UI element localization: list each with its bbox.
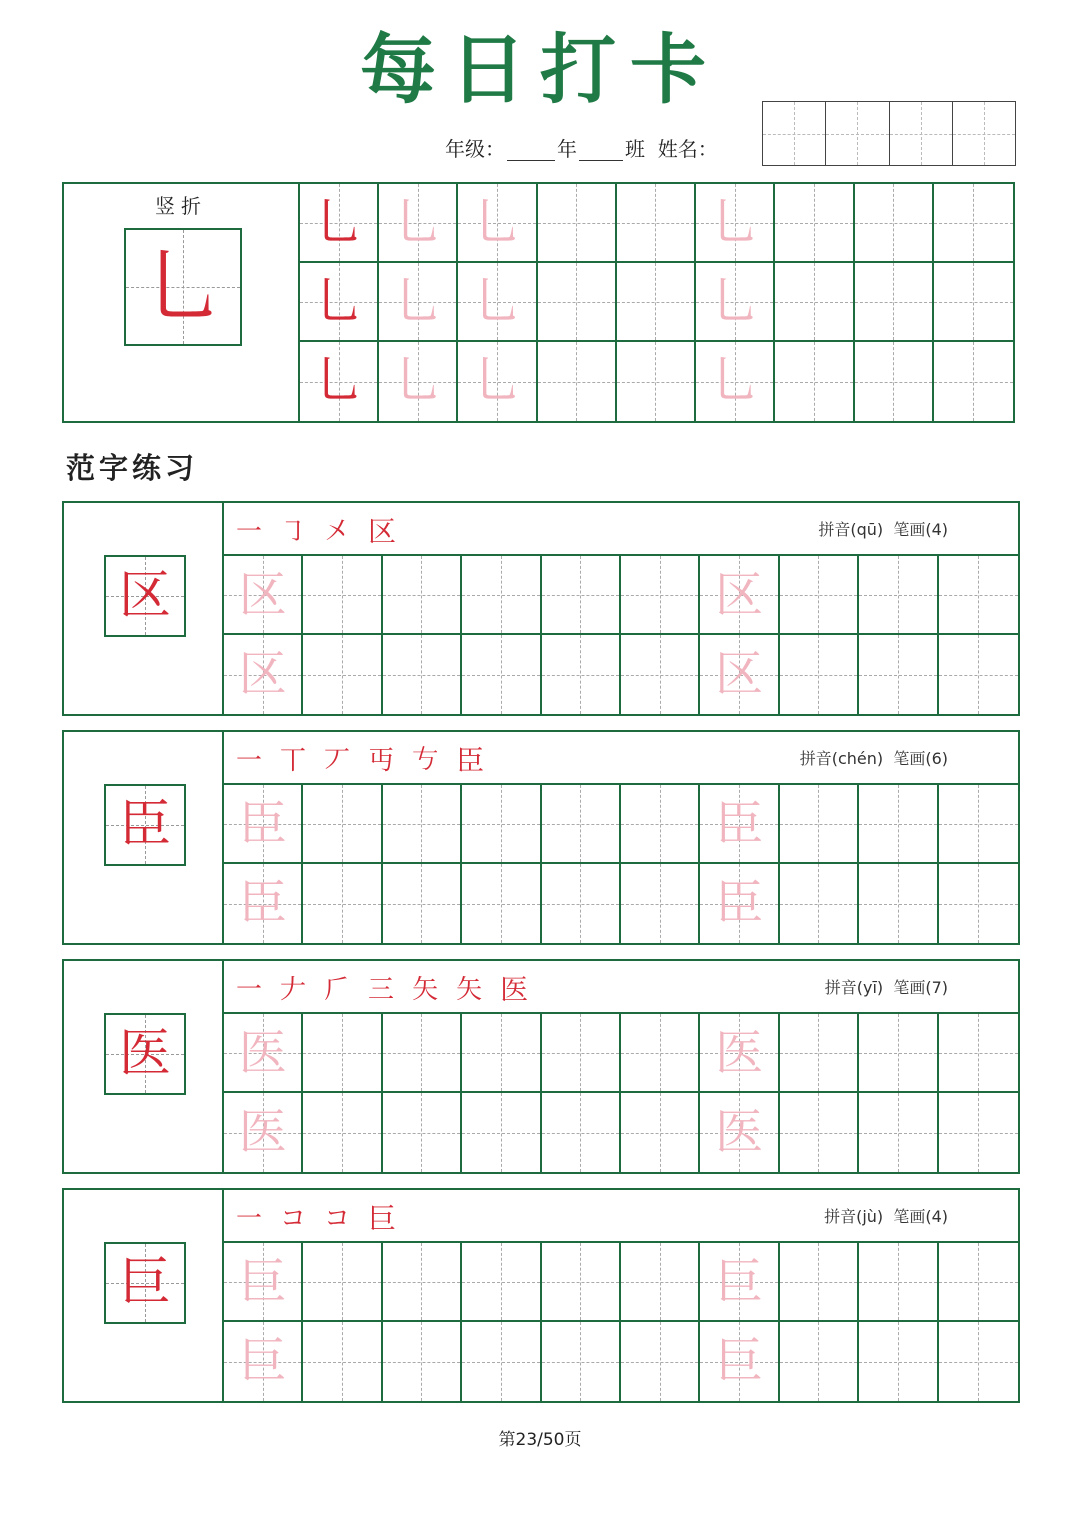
stroke-order-step: 一: [236, 975, 263, 1005]
stroke-order-step: 丅: [280, 746, 307, 776]
stroke-order-step: 三: [368, 975, 395, 1005]
stroke-model-box: [124, 228, 242, 346]
character-practice-cell[interactable]: [383, 556, 462, 635]
character-practice-cell[interactable]: [542, 1014, 621, 1093]
character-practice-cell[interactable]: [780, 1322, 859, 1401]
stroke-practice-cell[interactable]: [538, 263, 617, 342]
character-practice-cell[interactable]: [621, 1243, 700, 1322]
stroke-practice-cell[interactable]: [855, 342, 934, 421]
stroke-trace-glyph: 乚: [709, 193, 760, 251]
character-practice-cell[interactable]: [780, 864, 859, 943]
character-practice-cell[interactable]: [859, 1243, 938, 1322]
character-practice-cell[interactable]: [621, 1093, 700, 1172]
character-practice-cell[interactable]: [700, 1093, 779, 1172]
stroke-order-step: 区: [368, 514, 397, 548]
practice-section-title: 范字练习: [66, 451, 199, 485]
character-practice-cell[interactable]: [224, 1014, 303, 1093]
character-model-box: [104, 1242, 186, 1324]
character-practice-cell[interactable]: [859, 864, 938, 943]
character-practice-cell[interactable]: [700, 635, 779, 714]
stroke-practice-cell[interactable]: [775, 184, 854, 263]
character-practice-cell[interactable]: [859, 635, 938, 714]
character-practice-cell[interactable]: [542, 1322, 621, 1401]
character-trace-glyph: 医: [715, 1025, 764, 1081]
stroke-order-step: 矢: [456, 975, 483, 1005]
character-trace-glyph: 区: [238, 646, 287, 702]
stroke-practice-cell[interactable]: [617, 263, 696, 342]
character-practice-cell[interactable]: [462, 556, 541, 635]
name-label: 姓名：: [657, 137, 718, 161]
character-trace-glyph: 臣: [715, 875, 764, 931]
character-trace-glyph: 臣: [715, 796, 764, 852]
character-info: [825, 961, 948, 1014]
stroke-order-step: コ: [324, 1204, 351, 1234]
character-practice-cell[interactable]: [224, 556, 303, 635]
character-practice-cell[interactable]: [939, 1093, 1018, 1172]
character-trace-glyph: 巨: [715, 1254, 764, 1310]
stroke-practice-cell[interactable]: [538, 342, 617, 421]
stroke-model-glyph: 乚: [143, 240, 223, 333]
stroke-trace-glyph: [934, 342, 1013, 421]
character-practice-cell[interactable]: [224, 1243, 303, 1322]
character-card: [62, 501, 1020, 716]
stroke-trace-glyph: [538, 184, 615, 261]
character-practice-cell[interactable]: [621, 556, 700, 635]
stroke-order-step: コ: [280, 1204, 307, 1234]
character-model-glyph: 区: [118, 566, 171, 626]
character-practice-cell[interactable]: [224, 864, 303, 943]
stroke-trace-glyph: 乚: [392, 272, 443, 330]
character-practice-cell[interactable]: [939, 1014, 1018, 1093]
character-practice-grid: [224, 556, 1018, 714]
stroke-practice-cell[interactable]: [775, 342, 854, 421]
stroke-order-step: 医: [500, 972, 529, 1006]
stroke-order-step: 丆: [324, 746, 351, 776]
character-info: [824, 1190, 948, 1243]
character-trace-glyph: 巨: [238, 1333, 287, 1389]
character-practice-cell[interactable]: [780, 635, 859, 714]
character-practice-cell[interactable]: [462, 785, 541, 864]
character-practice-grid: [224, 785, 1018, 943]
stroke-trace-glyph: [617, 263, 694, 340]
stroke-order-sequence: [236, 507, 396, 552]
stroke-order-step: 一: [236, 746, 263, 776]
stroke-trace-glyph: [617, 184, 694, 261]
stroke-order-step: 丏: [368, 746, 395, 776]
stroke-trace-glyph: 乚: [392, 351, 443, 409]
stroke-order-strip: [224, 732, 1018, 785]
stroke-practice-cell[interactable]: [775, 263, 854, 342]
year-suffix: 年: [557, 137, 577, 161]
pinyin-label: 拼音(yī): [824, 978, 884, 997]
character-practice-cell[interactable]: [303, 1093, 382, 1172]
character-practice-cell[interactable]: [303, 785, 382, 864]
stroke-order-step: 𠂆: [324, 975, 351, 1005]
character-practice-cell[interactable]: [780, 1243, 859, 1322]
stroke-practice-cell[interactable]: [855, 184, 934, 263]
character-model-box: [104, 1013, 186, 1095]
page-title: 每日打卡: [360, 25, 720, 114]
character-card: [62, 959, 1020, 1174]
character-practice-cell[interactable]: [939, 1243, 1018, 1322]
character-practice-cell[interactable]: [621, 785, 700, 864]
stroke-example-glyph: 乚: [313, 272, 364, 330]
character-practice-cell[interactable]: [939, 635, 1018, 714]
character-info: [800, 732, 948, 785]
stroke-trace-glyph: 乚: [392, 193, 443, 251]
stroke-order-step: 㐅: [324, 517, 351, 547]
character-practice-cell[interactable]: [462, 1322, 541, 1401]
page-number: 第23/50页: [498, 1430, 582, 1450]
character-practice-cell[interactable]: [939, 1322, 1018, 1401]
character-practice-cell[interactable]: [462, 1243, 541, 1322]
stroke-trace-glyph: [934, 263, 1013, 340]
character-trace-glyph: 医: [238, 1104, 287, 1160]
character-trace-glyph: 区: [715, 567, 764, 623]
character-practice-cell[interactable]: [383, 635, 462, 714]
character-practice-cell[interactable]: [859, 1093, 938, 1172]
name-box[interactable]: [890, 102, 953, 165]
character-practice-cell[interactable]: [939, 556, 1018, 635]
name-box[interactable]: [826, 102, 889, 165]
stroke-practice-cell[interactable]: [458, 184, 537, 263]
character-practice-cell[interactable]: [542, 785, 621, 864]
character-practice-cell[interactable]: [303, 1243, 382, 1322]
stroke-practice-cell[interactable]: [538, 184, 617, 263]
stroke-trace-glyph: [855, 342, 932, 421]
character-practice-cell[interactable]: [383, 1014, 462, 1093]
stroke-model-panel: [64, 184, 300, 421]
stroke-practice-cell[interactable]: [855, 263, 934, 342]
pinyin-label: 拼音(jù): [824, 1207, 884, 1226]
stroke-trace-glyph: 乚: [472, 351, 523, 409]
stroke-trace-glyph: [538, 342, 615, 421]
stroke-order-step: 巨: [368, 1201, 397, 1235]
character-model-panel: [64, 503, 224, 714]
stroke-order-step: ㇆: [280, 517, 307, 547]
stroke-practice-cell[interactable]: [934, 263, 1013, 342]
character-trace-glyph: 臣: [238, 875, 287, 931]
character-practice-grid: [224, 1243, 1018, 1401]
stroke-practice-cell[interactable]: [300, 342, 379, 421]
character-practice-cell[interactable]: [383, 1322, 462, 1401]
name-writing-boxes[interactable]: [762, 101, 1016, 166]
stroke-example-glyph: 乚: [313, 351, 364, 409]
character-practice-cell[interactable]: [542, 864, 621, 943]
stroke-order-sequence: [236, 1194, 396, 1239]
character-model-panel: [64, 1190, 224, 1401]
character-practice-cell[interactable]: [780, 785, 859, 864]
character-trace-glyph: 医: [715, 1104, 764, 1160]
character-practice-cell[interactable]: [462, 864, 541, 943]
character-model-panel: [64, 732, 224, 943]
stroke-order-step: 臣: [456, 743, 485, 777]
character-model-glyph: 臣: [118, 795, 171, 855]
stroke-order-step: 一: [236, 517, 263, 547]
character-practice-cell[interactable]: [700, 556, 779, 635]
character-practice-cell[interactable]: [542, 1093, 621, 1172]
stroke-practice-section: [62, 182, 1015, 423]
stroke-count-label: 笔画(4): [893, 520, 948, 539]
character-practice-cell[interactable]: [780, 1093, 859, 1172]
character-practice-cell[interactable]: [542, 1243, 621, 1322]
character-practice-grid: [224, 1014, 1018, 1172]
stroke-order-step: 矢: [412, 975, 439, 1005]
character-trace-glyph: 巨: [238, 1254, 287, 1310]
stroke-order-strip: [224, 503, 1018, 556]
stroke-practice-cell[interactable]: [696, 342, 775, 421]
character-card: [62, 1188, 1020, 1403]
stroke-order-strip: [224, 961, 1018, 1014]
character-practice-cell[interactable]: [542, 635, 621, 714]
character-model-box: [104, 784, 186, 866]
character-practice-cell[interactable]: [621, 1322, 700, 1401]
stroke-practice-cell[interactable]: [696, 263, 775, 342]
stroke-count-label: 笔画(7): [893, 978, 948, 997]
character-practice-cell[interactable]: [383, 1243, 462, 1322]
grade-blank[interactable]: [507, 140, 555, 161]
character-practice-cell[interactable]: [859, 1322, 938, 1401]
character-card: [62, 730, 1020, 945]
stroke-practice-cell[interactable]: [934, 342, 1013, 421]
stroke-order-strip: [224, 1190, 1018, 1243]
stroke-trace-glyph: 乚: [709, 351, 760, 409]
stroke-trace-glyph: [855, 184, 932, 261]
character-practice-cell[interactable]: [383, 864, 462, 943]
character-practice-cell[interactable]: [700, 1243, 779, 1322]
student-info-line: [445, 132, 718, 166]
character-practice-cell[interactable]: [700, 785, 779, 864]
character-practice-cell[interactable]: [859, 785, 938, 864]
character-practice-cell[interactable]: [303, 556, 382, 635]
character-trace-glyph: 区: [715, 646, 764, 702]
stroke-practice-cell[interactable]: [300, 263, 379, 342]
stroke-practice-cell[interactable]: [696, 184, 775, 263]
stroke-order-step: 𠀁: [412, 745, 439, 775]
stroke-trace-glyph: [775, 342, 852, 421]
character-trace-glyph: 巨: [715, 1333, 764, 1389]
character-practice-cell[interactable]: [224, 1093, 303, 1172]
character-practice-cell[interactable]: [621, 1014, 700, 1093]
character-practice-cell[interactable]: [621, 635, 700, 714]
stroke-example-glyph: 乚: [313, 193, 364, 251]
character-practice-cell[interactable]: [462, 635, 541, 714]
character-practice-cell[interactable]: [303, 635, 382, 714]
pinyin-label: 拼音(qū): [818, 520, 884, 539]
character-practice-cell[interactable]: [224, 785, 303, 864]
stroke-trace-glyph: [934, 184, 1013, 261]
character-model-glyph: 巨: [118, 1253, 171, 1313]
character-trace-glyph: 区: [238, 567, 287, 623]
stroke-practice-grid: [300, 184, 1013, 421]
character-practice-cell[interactable]: [383, 785, 462, 864]
stroke-practice-cell[interactable]: [379, 342, 458, 421]
character-practice-cell[interactable]: [303, 864, 382, 943]
stroke-count-label: 笔画(4): [893, 1207, 948, 1226]
character-practice-cell[interactable]: [859, 556, 938, 635]
character-trace-glyph: 臣: [238, 796, 287, 852]
character-practice-cell[interactable]: [303, 1014, 382, 1093]
character-practice-cell[interactable]: [780, 556, 859, 635]
character-practice-cell[interactable]: [939, 785, 1018, 864]
character-practice-cell[interactable]: [462, 1014, 541, 1093]
stroke-practice-cell[interactable]: [379, 184, 458, 263]
character-practice-cell[interactable]: [859, 1014, 938, 1093]
stroke-order-step: 𠂇: [280, 975, 307, 1005]
character-practice-cell[interactable]: [224, 635, 303, 714]
name-box[interactable]: [953, 102, 1015, 165]
character-practice-cell[interactable]: [700, 1014, 779, 1093]
pinyin-label: 拼音(chén): [799, 749, 884, 768]
character-info: [818, 503, 948, 556]
stroke-practice-cell[interactable]: [379, 263, 458, 342]
character-model-panel: [64, 961, 224, 1172]
grade-label: 年级：: [445, 137, 505, 161]
stroke-trace-glyph: [617, 342, 694, 421]
stroke-practice-cell[interactable]: [458, 342, 537, 421]
character-practice-cell[interactable]: [780, 1014, 859, 1093]
stroke-practice-cell[interactable]: [617, 184, 696, 263]
character-practice-cell[interactable]: [542, 556, 621, 635]
stroke-order-step: 一: [236, 1204, 263, 1234]
character-practice-cell[interactable]: [939, 864, 1018, 943]
class-blank[interactable]: [579, 140, 623, 161]
stroke-practice-cell[interactable]: [617, 342, 696, 421]
stroke-trace-glyph: [855, 263, 932, 340]
stroke-practice-cell[interactable]: [934, 184, 1013, 263]
character-trace-glyph: 医: [238, 1025, 287, 1081]
stroke-trace-glyph: [538, 263, 615, 340]
character-practice-cell[interactable]: [700, 864, 779, 943]
character-practice-cell[interactable]: [303, 1322, 382, 1401]
stroke-order-sequence: [236, 736, 484, 781]
character-practice-cell[interactable]: [700, 1322, 779, 1401]
character-practice-cell[interactable]: [621, 864, 700, 943]
stroke-practice-cell[interactable]: [300, 184, 379, 263]
stroke-name: 竖折: [155, 194, 207, 218]
character-model-glyph: 医: [118, 1024, 171, 1084]
stroke-practice-cell[interactable]: [458, 263, 537, 342]
stroke-trace-glyph: [775, 263, 852, 340]
character-practice-cell[interactable]: [383, 1093, 462, 1172]
stroke-trace-glyph: 乚: [472, 272, 523, 330]
stroke-trace-glyph: 乚: [709, 272, 760, 330]
name-box[interactable]: [763, 102, 826, 165]
character-model-box: [104, 555, 186, 637]
character-practice-cell[interactable]: [224, 1322, 303, 1401]
stroke-count-label: 笔画(6): [893, 749, 948, 768]
stroke-order-sequence: [236, 965, 528, 1010]
class-suffix: 班: [625, 137, 645, 161]
stroke-trace-glyph: [775, 184, 852, 261]
stroke-trace-glyph: 乚: [472, 193, 523, 251]
character-practice-cell[interactable]: [462, 1093, 541, 1172]
